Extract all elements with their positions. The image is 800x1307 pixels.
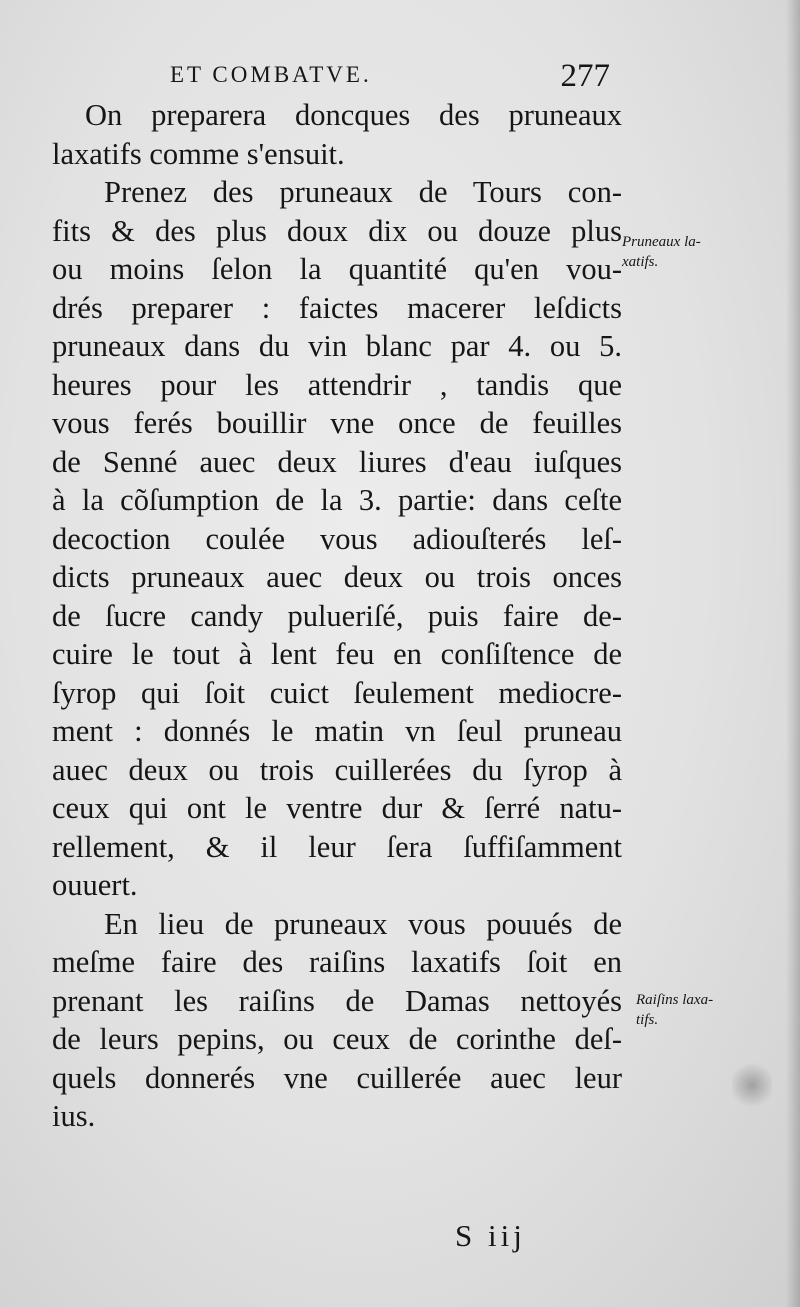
ink-smudge [732,1060,772,1110]
text-line: ius. [52,1099,96,1133]
text-line: quels donnerés vne cuillerée auec leur [52,1060,622,1095]
text-line: dicts pruneaux auec deux ou trois onces [52,560,622,594]
signature-mark: S iij [455,1218,526,1253]
text-line: ceux qui ont le ventre dur & ſerré natu- [52,791,622,825]
text-line: cuire le tout à lent feu en conſiſtence de [52,637,622,671]
text-line: ouuert. [52,868,138,902]
text-line: fits & des plus doux dix ou douze plus [52,213,622,248]
sidenote-line: Raiſins laxa- [636,992,714,1008]
text-line: drés preparer : faictes macerer leſdicts [52,290,622,325]
text-line: pruneaux dans du vin blanc par 4. ou 5. [52,329,622,363]
body-text [52,96,622,1136]
sidenote-line: xatifs. [622,254,659,270]
sidenote-raisins-laxatifs [636,990,713,1030]
text-line: vous ferés bouillir vne once de feuilles [52,406,622,440]
text-line: rellement, & il leur ſera ſuffiſamment [52,829,622,864]
text-line: de ſucre candy pulueriſé, puis faire de- [52,598,622,633]
text-line: On preparera doncques des pruneaux [85,98,622,132]
text-line: de leurs pepins, ou ceux de corinthe deſ- [52,1022,622,1056]
text-line: ou moins ſelon la quantité qu'en vou- [52,252,622,286]
text-line: heures pour les attendrir , tandis que [52,367,622,402]
sidenote-line: tifs. [636,1012,659,1028]
text-line: laxatifs comme s'ensuit. [52,136,345,171]
text-line: ment : donnés le matin vn ſeul pruneau [52,714,622,748]
sidenote-pruneaux-laxatifs [622,232,701,272]
text-line: de Senné auec deux liures d'eau iuſques [52,444,622,479]
running-title: ET COMBATVE. [170,62,372,87]
sidenote-line: Pruneaux la- [622,234,701,250]
text-line: à la cõſumption de la 3. partie: dans ceſte [52,483,622,517]
page-header [170,58,610,98]
text-line: Prenez des pruneaux de Tours con- [104,175,622,209]
text-line: meſme faire des raiſins laxatifs ſoit en [52,945,622,979]
text-line: ſyrop qui ſoit cuict ſeulement mediocre- [52,675,622,710]
text-line: decoction coulée vous adiouſterés leſ- [52,521,622,556]
text-line: auec deux ou trois cuillerées du ſyrop à [52,752,622,787]
text-line: prenant les raiſins de Damas nettoyés [52,983,622,1018]
page-edge-shadow [786,0,800,1307]
text-line: En lieu de pruneaux vous pouués de [104,906,622,941]
page-number: 277 [560,58,610,94]
